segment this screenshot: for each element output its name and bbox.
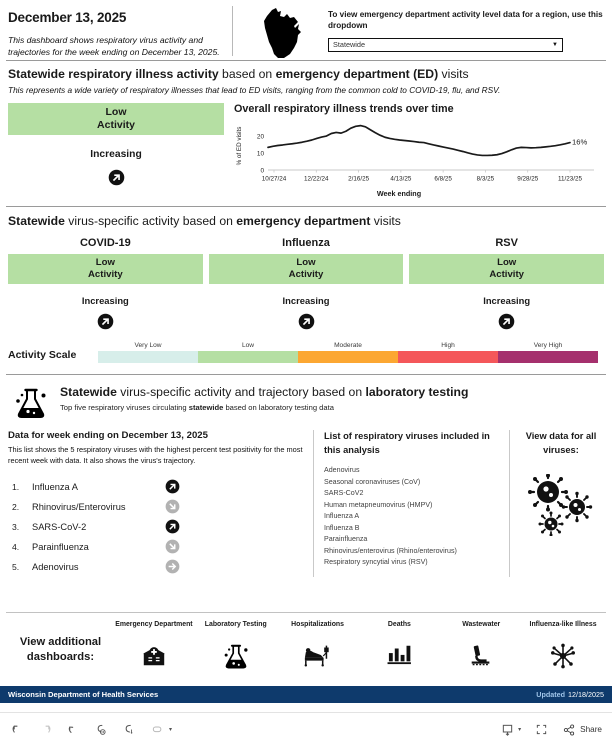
wisconsin-map-container bbox=[239, 6, 324, 60]
dashboard-link-wastewater[interactable] bbox=[440, 621, 522, 674]
chart-container bbox=[234, 118, 604, 198]
list-item[interactable] bbox=[8, 537, 305, 557]
lab-flask-icon-container bbox=[8, 385, 54, 419]
respiratory-trend-line-chart bbox=[234, 118, 604, 190]
virus-trend-label-rsv: Increasing bbox=[483, 295, 531, 307]
virus-ed-title-part4: visits bbox=[370, 213, 401, 228]
statewide-activity-band bbox=[8, 103, 224, 135]
virus-name-influenza: Influenza bbox=[282, 237, 330, 250]
svg-text:6/8/25: 6/8/25 bbox=[434, 175, 452, 183]
virus-level-line2-covid19: Activity bbox=[88, 269, 123, 281]
fullscreen-button[interactable] bbox=[534, 722, 549, 737]
scale-cell-very-low bbox=[98, 342, 198, 363]
lab-subtitle-post: based on laboratory testing data bbox=[223, 402, 334, 412]
chart-title: Overall respiratory illness trends over time bbox=[234, 102, 454, 115]
arrow-up-right-circle-icon bbox=[97, 313, 114, 330]
dashboard-link-deaths[interactable] bbox=[358, 621, 440, 674]
share-icon bbox=[562, 723, 576, 737]
virus-activity-band-influenza bbox=[209, 254, 404, 284]
toolbar-left-group bbox=[10, 722, 172, 737]
page-title: December 13, 2025 bbox=[8, 10, 127, 25]
virus-activity-band-covid19 bbox=[8, 254, 203, 284]
scale-cell-low bbox=[198, 342, 298, 363]
region-dropdown-label: To view emergency department activity level data for a region, use this dropdown bbox=[328, 10, 603, 31]
virus-ed-title-part3: emergency department bbox=[236, 213, 371, 228]
virus-list-item: Parainfluenza bbox=[324, 535, 368, 544]
subscribe-icon bbox=[150, 722, 165, 737]
virus-list-items bbox=[324, 465, 499, 568]
dashboard-caption: Emergency Department bbox=[115, 621, 193, 628]
virus-trend-label-influenza: Increasing bbox=[282, 295, 330, 307]
svg-text:% of ED visits: % of ED visits bbox=[236, 126, 243, 166]
arrow-up-right-circle-icon bbox=[165, 519, 180, 534]
lab-testing-section bbox=[0, 375, 612, 576]
virus-card-rsv bbox=[409, 237, 604, 330]
scale-cell-moderate bbox=[298, 342, 398, 363]
download-button[interactable] bbox=[500, 722, 515, 737]
virus-level-line2-influenza: Activity bbox=[288, 269, 324, 281]
ed-title-part1: Statewide respiratory illness activity bbox=[8, 67, 219, 81]
lab-title-part3: laboratory testing bbox=[365, 385, 469, 400]
list-item[interactable] bbox=[8, 477, 305, 497]
bar-chart-icon bbox=[386, 643, 412, 665]
virus-list-item: Seasonal coronaviruses (CoV) bbox=[324, 477, 421, 486]
statewide-trend-label: Increasing bbox=[90, 148, 142, 160]
rank-trajectory bbox=[162, 539, 182, 554]
region-dropdown-value: Statewide bbox=[333, 40, 366, 50]
hospital-bed-icon bbox=[303, 643, 333, 667]
header-title-block bbox=[8, 6, 230, 59]
lab-subtitle-bold: statewide bbox=[188, 402, 224, 412]
reset-icon bbox=[66, 722, 81, 737]
activity-scale-bars bbox=[98, 342, 598, 363]
top-viruses-panel bbox=[8, 430, 313, 576]
lab-section-header-text bbox=[54, 385, 468, 412]
svg-text:16%: 16% bbox=[572, 137, 588, 147]
header-divider bbox=[232, 6, 233, 56]
additional-dashboards-section bbox=[0, 612, 612, 684]
scale-swatch-very-high bbox=[498, 351, 598, 363]
dashboard-icon bbox=[141, 643, 167, 674]
list-item[interactable] bbox=[8, 497, 305, 517]
page-subtitle: This dashboard shows respiratory virus activity and trajectories for the week ending on December 13, 2025. bbox=[8, 35, 220, 58]
region-selector-block bbox=[324, 6, 604, 52]
virus-level-line1-covid19: Low bbox=[95, 257, 115, 269]
arrow-up-right-circle-icon bbox=[165, 479, 180, 494]
virus-list-item: SARS-CoV2 bbox=[324, 489, 364, 498]
scale-caption-low: Low bbox=[241, 342, 255, 350]
share-button[interactable] bbox=[562, 723, 602, 737]
toolbar-more-caret[interactable]: ▾ bbox=[169, 727, 173, 733]
arrow-up-right-circle-icon bbox=[498, 313, 515, 330]
undo-button[interactable] bbox=[10, 722, 25, 737]
svg-text:9/28/25: 9/28/25 bbox=[517, 175, 539, 183]
dashboard-caption: Influenza-like Illness bbox=[529, 621, 597, 628]
fullscreen-icon bbox=[534, 722, 549, 737]
virus-network-icon bbox=[550, 643, 576, 669]
download-caret[interactable]: ▾ bbox=[518, 727, 522, 733]
virus-list-item: Respiratory syncytial virus (RSV) bbox=[324, 558, 428, 567]
dashboard-caption: Deaths bbox=[387, 621, 411, 628]
dashboard-link-laboratory-testing[interactable] bbox=[195, 621, 277, 674]
arrow-up-right-circle-icon bbox=[298, 313, 315, 330]
rank-virus-name: Parainfluenza bbox=[32, 541, 89, 552]
virus-name-rsv: RSV bbox=[495, 237, 518, 250]
statewide-trend-arrow bbox=[8, 169, 224, 186]
virus-name-covid19: COVID-19 bbox=[79, 237, 131, 250]
scale-caption-very-low: Very Low bbox=[134, 342, 162, 350]
virus-trend-arrow-influenza bbox=[209, 313, 404, 330]
scale-caption-very-high: Very High bbox=[533, 342, 563, 350]
subscribe-button[interactable] bbox=[150, 722, 165, 737]
ed-activity-body bbox=[8, 103, 604, 198]
virus-list-heading: List of respiratory viruses included in this analysis bbox=[324, 431, 490, 455]
rank-number: 4. bbox=[12, 541, 20, 552]
virus-list-item: Influenza B bbox=[324, 523, 360, 532]
rank-virus-name: SARS-CoV-2 bbox=[32, 521, 87, 532]
rank-virus-name: Rhinovirus/Enterovirus bbox=[32, 501, 126, 512]
dashboard-icon bbox=[303, 643, 333, 672]
virus-card-influenza bbox=[209, 237, 404, 330]
updated-info bbox=[536, 690, 604, 699]
svg-text:2/16/25: 2/16/25 bbox=[348, 175, 370, 183]
redo-icon bbox=[38, 722, 53, 737]
rank-number: 1. bbox=[12, 481, 20, 492]
lab-section-title bbox=[60, 385, 468, 400]
dashboard-link-influenza-like-illness[interactable] bbox=[522, 621, 604, 674]
ed-trend-chart-panel bbox=[224, 103, 604, 198]
svg-text:8/3/25: 8/3/25 bbox=[476, 175, 495, 183]
lab-section-header bbox=[8, 385, 604, 419]
dashboard-icon bbox=[550, 643, 576, 674]
all-viruses-heading: View data for all viruses: bbox=[525, 431, 597, 456]
refresh-data-button[interactable] bbox=[122, 722, 137, 737]
lab-subtitle-pre: Top five respiratory viruses circulating bbox=[60, 402, 189, 412]
rank-trajectory bbox=[162, 479, 182, 494]
lab-section-body bbox=[8, 430, 604, 576]
rank-number: 3. bbox=[12, 521, 20, 532]
svg-text:0: 0 bbox=[260, 167, 264, 175]
emergency-department-icon bbox=[141, 643, 167, 669]
share-label: Share bbox=[580, 725, 602, 734]
wastewater-icon bbox=[468, 643, 494, 667]
chevron-down-icon: ▼ bbox=[552, 41, 558, 48]
arrow-right-circle-icon bbox=[165, 559, 180, 574]
svg-text:10/27/24: 10/27/24 bbox=[261, 175, 287, 183]
svg-text:12/22/24: 12/22/24 bbox=[304, 175, 329, 183]
pause-refresh-button[interactable] bbox=[94, 722, 109, 737]
chart-x-axis-title-text: Week ending bbox=[376, 188, 422, 198]
dashboard-header bbox=[0, 0, 612, 60]
wisconsin-state-map-icon bbox=[254, 8, 310, 60]
virus-activity-band-rsv bbox=[409, 254, 604, 284]
lab-title-part1: Statewide bbox=[60, 385, 117, 400]
dashboard-caption: Laboratory Testing bbox=[204, 621, 267, 628]
laboratory-flask-icon bbox=[223, 643, 249, 669]
virus-list-item: Rhinovirus/enterovirus (Rhino/enterovirus) bbox=[324, 546, 457, 555]
svg-text:4/13/25: 4/13/25 bbox=[390, 175, 412, 183]
refresh-data-icon bbox=[122, 722, 137, 737]
ed-section-title bbox=[8, 67, 604, 82]
svg-text:10: 10 bbox=[256, 150, 264, 158]
virus-list-item: Human metapneumovirus (HMPV) bbox=[324, 500, 433, 509]
virus-particles-icon bbox=[526, 474, 596, 536]
virus-list-item: Adenovirus bbox=[324, 466, 360, 475]
scale-caption-high: High bbox=[441, 342, 455, 350]
dashboard-icon bbox=[386, 643, 412, 670]
virus-particles-container bbox=[518, 474, 604, 536]
ed-activity-section bbox=[0, 61, 612, 198]
list-item[interactable] bbox=[8, 517, 305, 537]
arrow-up-right-circle-icon bbox=[108, 169, 125, 186]
ed-title-part4: visits bbox=[438, 67, 469, 81]
activity-level-line2: Activity bbox=[97, 118, 135, 131]
scale-caption-moderate: Moderate bbox=[334, 342, 362, 350]
virus-trend-arrow-covid19 bbox=[8, 313, 203, 330]
undo-icon bbox=[10, 722, 25, 737]
viewer-toolbar bbox=[0, 712, 612, 746]
virus-level-line1-rsv: Low bbox=[497, 257, 517, 269]
scale-cell-very-high bbox=[498, 342, 598, 363]
scale-swatch-very-low bbox=[98, 351, 198, 363]
ranked-virus-list bbox=[8, 477, 305, 577]
ed-section-subtitle: This represents a wide variety of respiratory illnesses that lead to ED visits, ranging from the common cold to COVID-19, flu, and RSV. bbox=[8, 84, 501, 95]
rank-trajectory bbox=[162, 519, 182, 534]
updated-label: Updated bbox=[536, 690, 566, 699]
rank-trajectory bbox=[162, 499, 182, 514]
lab-title-part2: virus-specific activity and trajectory based on bbox=[116, 385, 366, 400]
updated-date: 12/18/2025 bbox=[568, 690, 604, 699]
redo-button[interactable] bbox=[38, 722, 53, 737]
scale-cell-high bbox=[398, 342, 498, 363]
svg-text:11/23/25: 11/23/25 bbox=[557, 175, 583, 183]
arrow-down-right-circle-icon bbox=[165, 499, 180, 514]
rank-number: 2. bbox=[12, 501, 20, 512]
toolbar-right-group bbox=[500, 722, 602, 737]
virus-ed-title-part2: virus-specific activity based on bbox=[64, 213, 237, 228]
all-viruses-panel[interactable] bbox=[510, 430, 604, 576]
rank-number: 5. bbox=[12, 561, 20, 572]
activity-level-line1: Low bbox=[105, 105, 127, 118]
top-viruses-description: This list shows the 5 respiratory viruses with the highest percent test positivity for the most recent week with data. It also shows the virus's trajectory. bbox=[8, 445, 303, 466]
dashboard-link-hospitalizations[interactable] bbox=[277, 621, 359, 674]
ed-title-part3: emergency department (ED) bbox=[275, 67, 439, 81]
virus-ed-section-title bbox=[8, 214, 604, 229]
virus-trend-label-covid19: Increasing bbox=[81, 295, 129, 307]
virus-list-item: Influenza A bbox=[324, 512, 360, 521]
virus-specific-ed-section bbox=[0, 207, 612, 364]
agency-footer-bar bbox=[0, 686, 612, 703]
ed-title-part2: based on bbox=[218, 67, 276, 81]
rank-virus-name: Influenza A bbox=[32, 481, 79, 492]
arrow-down-right-circle-icon bbox=[165, 539, 180, 554]
list-item[interactable] bbox=[8, 557, 305, 577]
scale-swatch-moderate bbox=[298, 351, 398, 363]
scale-swatch-high bbox=[398, 351, 498, 363]
dashboard-links bbox=[113, 621, 604, 674]
lab-section-subtitle bbox=[60, 403, 468, 412]
dashboards-row bbox=[0, 613, 612, 674]
reset-button[interactable] bbox=[66, 722, 81, 737]
top-viruses-heading: Data for week ending on December 13, 2025 bbox=[8, 430, 208, 442]
activity-scale-label: Activity Scale bbox=[8, 349, 77, 362]
dashboard-caption: Hospitalizations bbox=[291, 621, 344, 628]
scale-swatch-low bbox=[198, 351, 298, 363]
statewide-activity-panel bbox=[8, 103, 224, 198]
virus-trend-arrow-rsv bbox=[409, 313, 604, 330]
region-dropdown[interactable] bbox=[328, 38, 563, 52]
pause-refresh-icon bbox=[94, 722, 109, 737]
svg-text:20: 20 bbox=[256, 132, 264, 140]
dashboard-icon bbox=[223, 643, 249, 674]
agency-name: Wisconsin Department of Health Services bbox=[8, 690, 159, 699]
virus-ed-title-part1: Statewide bbox=[8, 213, 65, 228]
dashboard-link-emergency-department[interactable] bbox=[113, 621, 195, 674]
laboratory-flask-icon bbox=[14, 387, 48, 419]
chart-x-axis-title bbox=[234, 189, 564, 198]
rank-trajectory bbox=[162, 559, 182, 574]
activity-scale-legend bbox=[8, 342, 604, 363]
dashboard-icon bbox=[468, 643, 494, 672]
dashboards-label: View additional dashboards: bbox=[19, 636, 102, 664]
virus-card-covid19 bbox=[8, 237, 203, 330]
virus-columns bbox=[8, 237, 604, 330]
virus-level-line1-influenza: Low bbox=[296, 257, 316, 269]
virus-list-panel bbox=[314, 430, 509, 576]
dashboard-caption: Wastewater bbox=[462, 621, 501, 628]
download-icon bbox=[500, 722, 515, 737]
virus-level-line2-rsv: Activity bbox=[489, 269, 524, 281]
rank-virus-name: Adenovirus bbox=[32, 561, 79, 572]
